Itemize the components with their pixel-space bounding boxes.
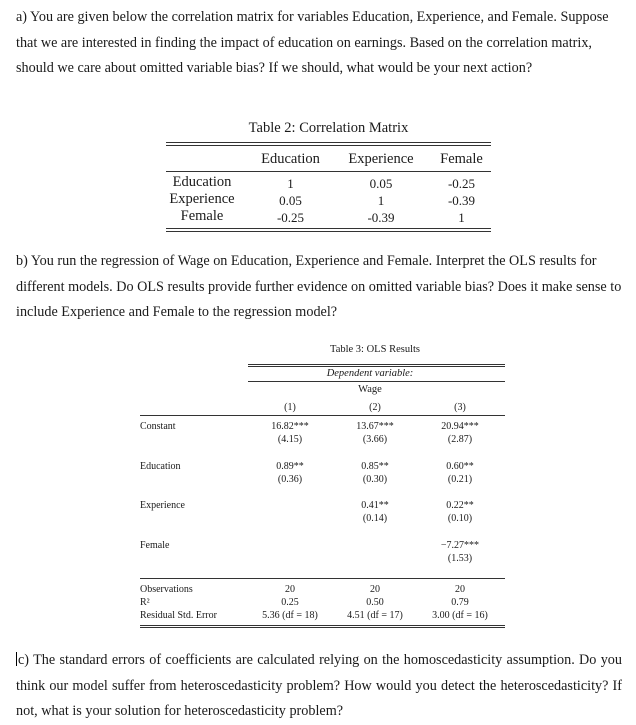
se-cell: (2.87) — [447, 434, 473, 445]
table2-cell: 0.05 — [279, 193, 302, 208]
se-cell: (0.10) — [447, 513, 473, 524]
table2-row-label: Female — [180, 208, 224, 224]
coef-cell: 20.94*** — [441, 421, 479, 432]
correlation-matrix-table — [166, 142, 491, 232]
stat-label: Observations — [140, 584, 193, 595]
se-cell: (0.14) — [362, 513, 388, 524]
stat-cell: 0.50 — [366, 597, 384, 608]
table2-cell: 1 — [377, 193, 385, 208]
question-b-text: b) You run the regression of Wage on Education, Experience and Female. Interpret the OLS results for different models. Do OLS results provide further evidence on omitted variable bias? Does it make sense to include Experience and Female to the regression model? — [16, 253, 622, 320]
table3-top-rule-double — [248, 366, 505, 367]
table2-top-rule — [166, 142, 491, 143]
table3-caption: Table 3: OLS Results — [330, 344, 420, 355]
se-cell: (1.53) — [447, 553, 473, 564]
table2-row-label: Experience — [169, 191, 235, 207]
table3-bottom-rule — [140, 625, 505, 626]
model-header: (1) — [284, 402, 296, 413]
table3-row-label: Experience — [140, 500, 185, 511]
table2-cell: -0.25 — [276, 210, 305, 225]
table2-top-rule-double — [166, 145, 491, 146]
se-cell: (4.15) — [277, 434, 303, 445]
ols-results-table — [140, 340, 505, 630]
se-cell: (0.36) — [277, 474, 303, 485]
se-cell: (0.30) — [362, 474, 388, 485]
question-a-text: a) You are given below the correlation matrix for variables Education, Experience, and Female. Suppose that we are interested in finding the impact of education on earnings. Based on the correlation matrix, should we care about omitted variable bias? If we should, what would be your next action? — [16, 9, 609, 76]
coef-cell: 13.67*** — [356, 421, 394, 432]
table3-row-label: Education — [140, 461, 181, 472]
question-c-paragraph — [16, 648, 622, 725]
table2-row-label: Education — [172, 174, 232, 190]
se-cell: (3.66) — [362, 434, 388, 445]
stat-cell: 5.36 (df = 18) — [262, 610, 318, 621]
stat-cell: 0.25 — [281, 597, 299, 608]
table2-header-rule — [166, 171, 491, 172]
table2-col-header: Experience — [348, 151, 414, 167]
coef-cell: 0.60** — [446, 461, 474, 472]
dep-var-rule — [248, 381, 505, 382]
coef-cell: 0.22** — [446, 500, 474, 511]
coef-cell: 0.41** — [361, 500, 389, 511]
model-header: (3) — [454, 402, 466, 413]
table2-cell: -0.39 — [447, 193, 476, 208]
coef-cell: 16.82*** — [271, 421, 309, 432]
table2-cell: 0.05 — [369, 176, 393, 191]
stat-label: Residual Std. Error — [140, 610, 217, 621]
stat-cell: 20 — [370, 584, 380, 595]
coef-cell: 0.85** — [361, 461, 389, 472]
table2-bottom-rule — [166, 228, 491, 229]
table2-cell: 1 — [458, 210, 465, 225]
stat-cell: 20 — [285, 584, 295, 595]
table2-cell: 1 — [287, 176, 294, 191]
table2-col-header: Education — [261, 151, 320, 167]
table2-bottom-rule-double — [166, 231, 491, 232]
coef-cell: −7.27*** — [440, 540, 480, 551]
coef-cell: 0.89** — [276, 461, 304, 472]
table2-cell: -0.39 — [367, 210, 395, 225]
stat-cell: 4.51 (df = 17) — [347, 610, 403, 621]
stat-cell: 0.79 — [451, 597, 469, 608]
table3-row-label: Constant — [140, 421, 176, 432]
stat-cell: 3.00 (df = 16) — [432, 610, 488, 621]
dependent-variable-label: Dependent variable: — [326, 368, 414, 379]
table3-header-rule — [140, 415, 505, 416]
table3-top-rule — [248, 364, 505, 365]
table2-col-header: Female — [440, 151, 483, 167]
table3-bottom-rule-double — [140, 627, 505, 628]
se-cell: (0.21) — [447, 474, 473, 485]
table2-caption: Table 2: Correlation Matrix — [248, 120, 409, 136]
table3-row-label: Female — [140, 540, 170, 551]
stat-cell: 20 — [455, 584, 465, 595]
text-cursor — [16, 652, 17, 666]
stat-label: R² — [140, 597, 150, 608]
table3-stats-rule — [140, 578, 505, 579]
table2-cell: -0.25 — [447, 176, 476, 191]
model-header: (2) — [369, 402, 381, 413]
dependent-variable: Wage — [358, 384, 382, 395]
question-c-text: c) The standard errors of coefficients are calculated relying on the homoscedasticity assumption. Do you think our model suffer from heteroscedasticity problem? How would you detect the heteroscedasticity? If not, what is your solution for heteroscedasticity problem? — [16, 652, 622, 719]
